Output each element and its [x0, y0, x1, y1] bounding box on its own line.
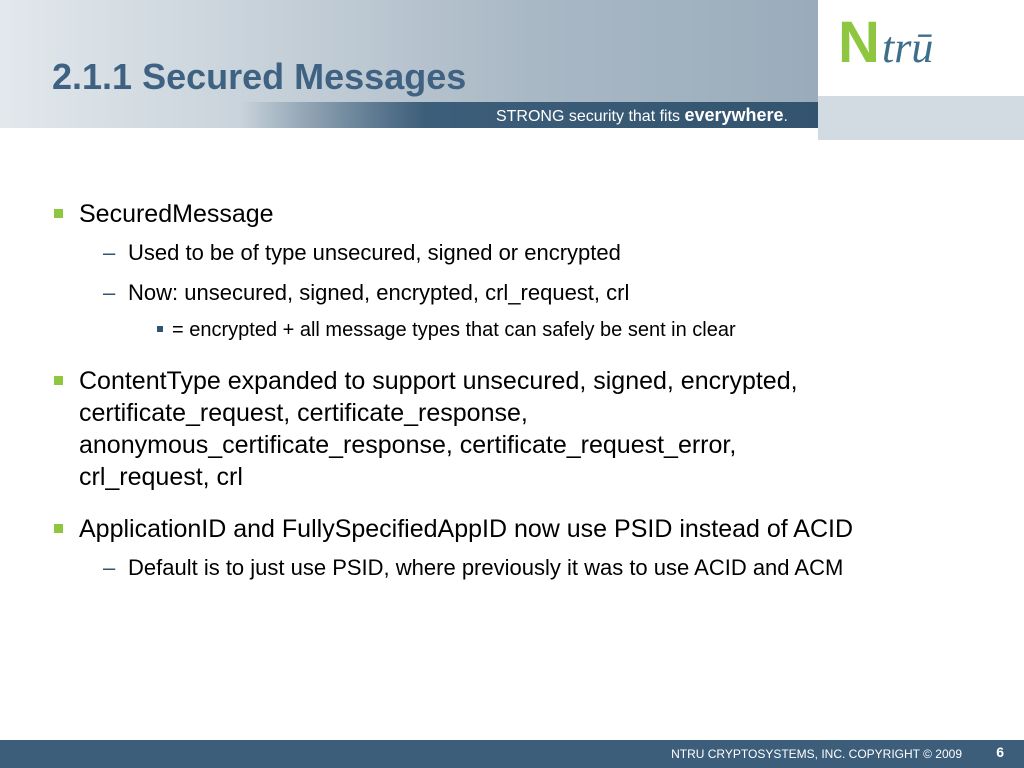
sub-bullet-text: Used to be of type unsecured, signed or encrypted [128, 240, 621, 265]
copyright-text: NTRU CRYPTOSYSTEMS, INC. COPYRIGHT © 2009 [671, 747, 962, 761]
slide-title: 2.1.1 Secured Messages [52, 56, 467, 97]
sub-bullet-item [52, 238, 872, 267]
slide-body [52, 198, 872, 600]
logo-letter-n: N [838, 10, 880, 70]
page-number: 6 [996, 744, 1004, 760]
sub-bullet-text: Default is to just use PSID, where previously it was to use ACID and ACM [128, 555, 844, 580]
footer-bar [0, 740, 1024, 768]
tagline-suffix: . [783, 108, 788, 125]
sub-list [52, 238, 872, 345]
bullet-text: ApplicationID and FullySpecifiedAppID now use PSID instead of ACID [79, 515, 854, 543]
bullet-square-icon [54, 209, 63, 218]
sub-bullet-item [52, 278, 872, 307]
bullet-square-icon [54, 376, 63, 385]
tagline [496, 105, 788, 126]
tagline-bar [240, 102, 818, 128]
sub-bullet-text: Now: unsecured, signed, encrypted, crl_request, crl [128, 280, 630, 305]
bullet-square-icon [54, 524, 63, 533]
bullet-item [52, 365, 872, 493]
header-accent-panel [818, 96, 1024, 140]
sub-sub-bullet-text: = encrypted + all message types that can safely be sent in clear [172, 319, 736, 341]
bullet-item [52, 198, 872, 345]
logo-letters-tru: trū [882, 23, 934, 70]
bullet-text: SecuredMessage [79, 200, 274, 228]
sub-list [52, 553, 872, 582]
sub-sub-bullet-item [52, 316, 872, 345]
sub-bullet-item [52, 553, 872, 582]
tagline-prefix: STRONG security that fits [495, 108, 685, 125]
dash-icon: – [103, 555, 116, 580]
tagline-emphasis: everywhere [684, 105, 784, 125]
dash-icon: – [103, 280, 116, 305]
small-square-bullet-icon [157, 326, 163, 332]
ntru-logo [838, 10, 1008, 70]
bullet-text: ContentType expanded to support unsecured, signed, encrypted, certificate_request, certificate_response, anonymous_certificate_response, certificate_request_error, crl_request, crl [79, 367, 798, 491]
bullet-item [52, 513, 872, 582]
dash-icon: – [103, 240, 116, 265]
